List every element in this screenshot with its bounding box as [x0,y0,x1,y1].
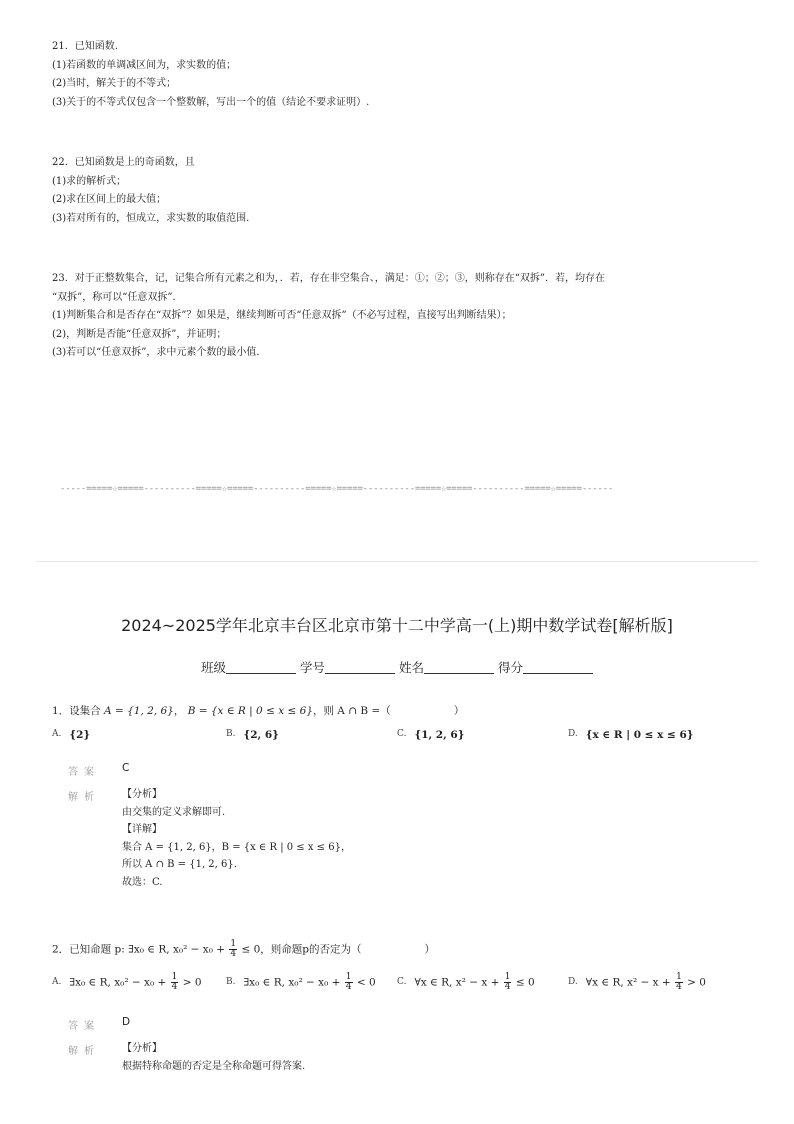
score-blank[interactable] [523,661,593,674]
question-21 [52,38,369,112]
info-line [0,658,794,676]
analysis-line: 所以 A ∩ B = {1, 2, 6}. [122,859,237,870]
q23-line: (1)判断集合和是否存在“双拆”？如果是，继续判断可否“任意双拆”（不必写过程，直接写出判断结果）； [52,310,512,321]
option-label: D. [568,976,578,987]
class-blank[interactable] [226,661,296,674]
option-label: B. [226,729,236,739]
q2-answer-label: 答案 [68,1021,100,1032]
q2-option-a[interactable] [52,973,202,992]
q23-line: 23．对于正整数集合，记，记集合所有元素之和为，．若，存在非空集合、，满足：①；②；③，则称存在“双拆”．若，均存在 [52,273,605,284]
analysis-line: 由交集的定义求解即可. [122,806,226,818]
q1-set-b: B = {x ∈ R | 0 ≤ x ≤ 6} [187,705,313,717]
q1-stem: 1．设集合 A = {1, 2, 6}， B = {x ∈ R | 0 ≤ x ≤ 6}，则 A ∩ B =（ ） [52,705,465,717]
option-post: > 0 [687,976,706,989]
option-post: < 0 [356,976,376,989]
question-22 [52,154,249,228]
q1-answer: C [122,762,130,774]
q21-line: (2)当时，解关于的不等式； [52,78,177,89]
info-label-class: 班级 [200,660,226,675]
q1-option-d[interactable] [568,729,694,741]
q21-line: (1)若函数的单调减区间为，求实数的值； [52,59,237,71]
option-label: C. [397,729,407,739]
q1-ask: ，则 A ∩ B =（ ） [312,705,465,717]
option-text: {2, 6} [243,729,279,741]
option-fraction: $\frac{1}{4}$ [345,972,352,992]
q21-line: (3)关于的不等式仅包含一个整数解，写出一个的值（结论不要求证明）. [52,96,370,108]
option-text: {x ∈ R | 0 ≤ x ≤ 6} [585,729,694,741]
option-label: B. [226,976,236,987]
q21-line: 21．已知函数. [52,41,118,52]
end-separator: -----=====☆=====----------=====☆=====----------=====☆=====----------=====☆=====----------=====☆=====------ [60,484,614,494]
q1-analysis-label: 解析 [68,792,100,803]
q2-stem-pre: 已知命题 p: ∃x₀ ∈ R, x₀² − x₀ + [69,943,226,956]
option-text: {2} [69,729,91,741]
q1-option-b[interactable] [226,729,279,741]
analysis-line: 故选：C. [122,876,163,888]
q2-option-c[interactable] [397,973,535,992]
q2-analysis [122,1040,305,1075]
info-label-name: 姓名 [398,660,424,675]
option-fraction: $\frac{1}{4}$ [504,972,511,992]
analysis-line: 【分析】 [122,1043,162,1054]
option-post: > 0 [182,976,202,989]
option-fraction: $\frac{1}{4}$ [676,972,682,992]
option-fraction: $\frac{1}{4}$ [171,972,178,992]
q1-analysis [122,786,351,891]
analysis-line: 根据特称命题的否定是全称命题可得答案. [122,1060,306,1072]
info-label-id: 学号 [299,660,325,675]
q23-line: (3)若可以“任意双拆”，求中元素个数的最小值. [52,347,260,358]
analysis-line: 集合 A = {1, 2, 6}，B = {x ∈ R | 0 ≤ x ≤ 6}， [122,841,351,853]
q2-number: 2． [52,943,70,956]
name-blank[interactable] [424,661,494,674]
q22-line: (2)求在区间上的最大值； [52,194,167,205]
q23-line: (2)，判断是否能“任意双拆”，并证明； [52,328,227,340]
option-pre: ∃x₀ ∈ R, x₀² − x₀ + [69,976,167,989]
option-post: ≤ 0 [515,976,535,989]
q2-option-d[interactable] [568,973,706,992]
document-title: 2024~2025学年北京丰台区北京市第十二中学高一(上)期中数学试卷[解析版] [121,616,673,635]
option-pre: ∃x₀ ∈ R, x₀² − x₀ + [243,976,341,989]
page-divider [36,561,758,562]
q1-stem-text: 设集合 [69,705,101,717]
q22-line: (1)求的解析式； [52,175,127,187]
q1-option-c[interactable] [397,729,464,741]
q2-fraction: $\frac{1}{4}$ [230,939,237,959]
q22-line: (3)若对所有的，恒成立，求实数的取值范围. [52,212,250,224]
analysis-line: 【分析】 [122,789,162,800]
q1-option-a[interactable] [52,729,90,741]
q1-number: 1． [52,705,70,717]
q1-answer-label: 答案 [68,767,100,778]
analysis-line: 【详解】 [122,824,162,835]
option-pre: ∀x ∈ R, x² − x + [414,976,500,989]
option-label: A. [52,976,62,987]
option-label: C. [397,976,407,987]
option-pre: ∀x ∈ R, x² − x + [585,976,671,989]
q23-line: “双拆”，称可以“任意双拆”． [52,291,183,303]
q2-answer: D [122,1016,131,1028]
q2-analysis-label: 解析 [68,1046,100,1057]
option-label: A. [52,729,62,739]
q22-line: 22．已知函数是上的奇函数，且 [52,157,195,168]
q1-set-a: A = {1, 2, 6} [104,705,174,717]
question-23 [52,270,605,363]
option-label: D. [568,729,578,739]
q2-stem-post: ≤ 0，则命题p的否定为（ ） [241,943,436,956]
q2-option-b[interactable] [226,973,376,992]
q2-stem [52,940,435,959]
option-text: {1, 2, 6} [414,729,465,741]
id-blank[interactable] [325,661,395,674]
info-label-score: 得分 [497,660,523,675]
